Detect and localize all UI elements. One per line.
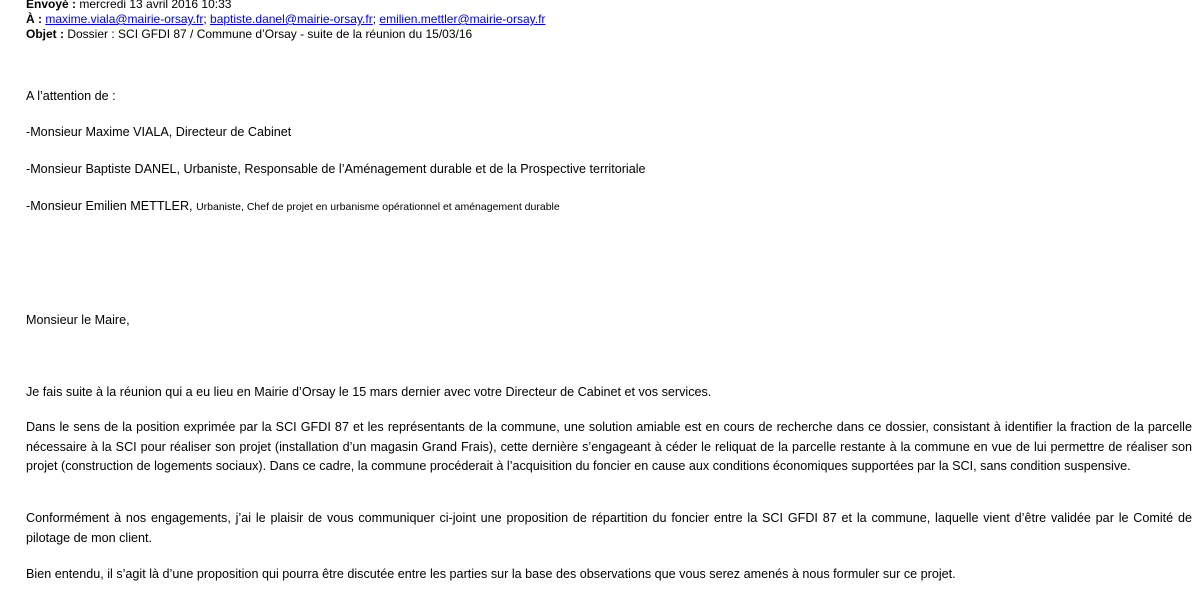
body-paragraph: Je fais suite à la réunion qui a eu lieu en Mairie d’Orsay le 15 mars dernier avec votre Directeur de Cabinet et vos services.: [26, 385, 712, 399]
recipient-name: -Monsieur Baptiste DANEL: [26, 162, 177, 176]
recipient-link[interactable]: maxime.viala@mairie-orsay.fr: [45, 12, 204, 26]
body-paragraph: Bien entendu, il s’agit là d’une proposition qui pourra être discutée entre les parties sur la base des observations que vous serez amenés à nous formuler sur ce projet.: [26, 567, 956, 581]
body-paragraph: Conformément à nos engagements, j’ai le plaisir de vous communiquer ci-joint une proposition de répartition du foncier entre la SCI GFDI 87 et la commune, laquelle vient d’être validée par le Comité de pilotage de mon client.: [26, 511, 1192, 545]
recipient-line: [26, 123, 291, 141]
subject-label: Objet :: [26, 27, 64, 41]
salutation: Monsieur le Maire,: [26, 313, 130, 327]
recipient-name: -Monsieur Emilien METTLER,: [26, 199, 193, 213]
recipient-link[interactable]: baptiste.danel@mairie-orsay.fr: [210, 12, 373, 26]
subject-value: Dossier : SCI GFDI 87 / Commune d’Orsay - suite de la réunion du 15/03/16: [67, 27, 473, 41]
recipient-title: Urbaniste, Chef de projet en urbanisme opérationnel et aménagement durable: [196, 201, 560, 213]
recipient-separator: ;: [372, 12, 377, 26]
attention-line: A l’attention de :: [26, 89, 116, 103]
body-paragraph: Dans le sens de la position exprimée par la SCI GFDI 87 et les représentants de la commune, une solution amiable est en cours de recherche dans ce dossier, consistant à identifier la fraction de la parcelle nécessaire à la SCI pour réaliser son projet (installation d’un magasin Grand Frais), cette dernière s’engageant à céder le reliquat de la parcelle restante à la commune en vue de lui permettre de réaliser son projet (construction de logements sociaux). Dans ce cadre, la commune procéderait à l’acquisition du foncier en cause aux conditions économiques supportées par la SCI, sans condition suspensive.: [26, 420, 1192, 473]
recipient-line: [26, 197, 560, 216]
to-label: À :: [26, 12, 42, 26]
subject-row: [26, 27, 545, 42]
recipient-title: , Directeur de Cabinet: [168, 125, 292, 139]
sent-row: [26, 0, 545, 12]
email-headers: [26, 0, 545, 42]
sent-value: mercredi 13 avril 2016 10:33: [79, 0, 232, 11]
to-row: [26, 12, 545, 27]
recipient-line: [26, 160, 646, 178]
recipient-title: , Urbaniste, Responsable de l’Aménagement durable et de la Prospective territoriale: [176, 162, 646, 176]
recipient-separator: ;: [203, 12, 207, 26]
recipient-link[interactable]: emilien.mettler@mairie-orsay.fr: [379, 12, 546, 26]
sent-label: Envoyé :: [26, 0, 77, 11]
recipient-name: -Monsieur Maxime VIALA: [26, 125, 169, 139]
